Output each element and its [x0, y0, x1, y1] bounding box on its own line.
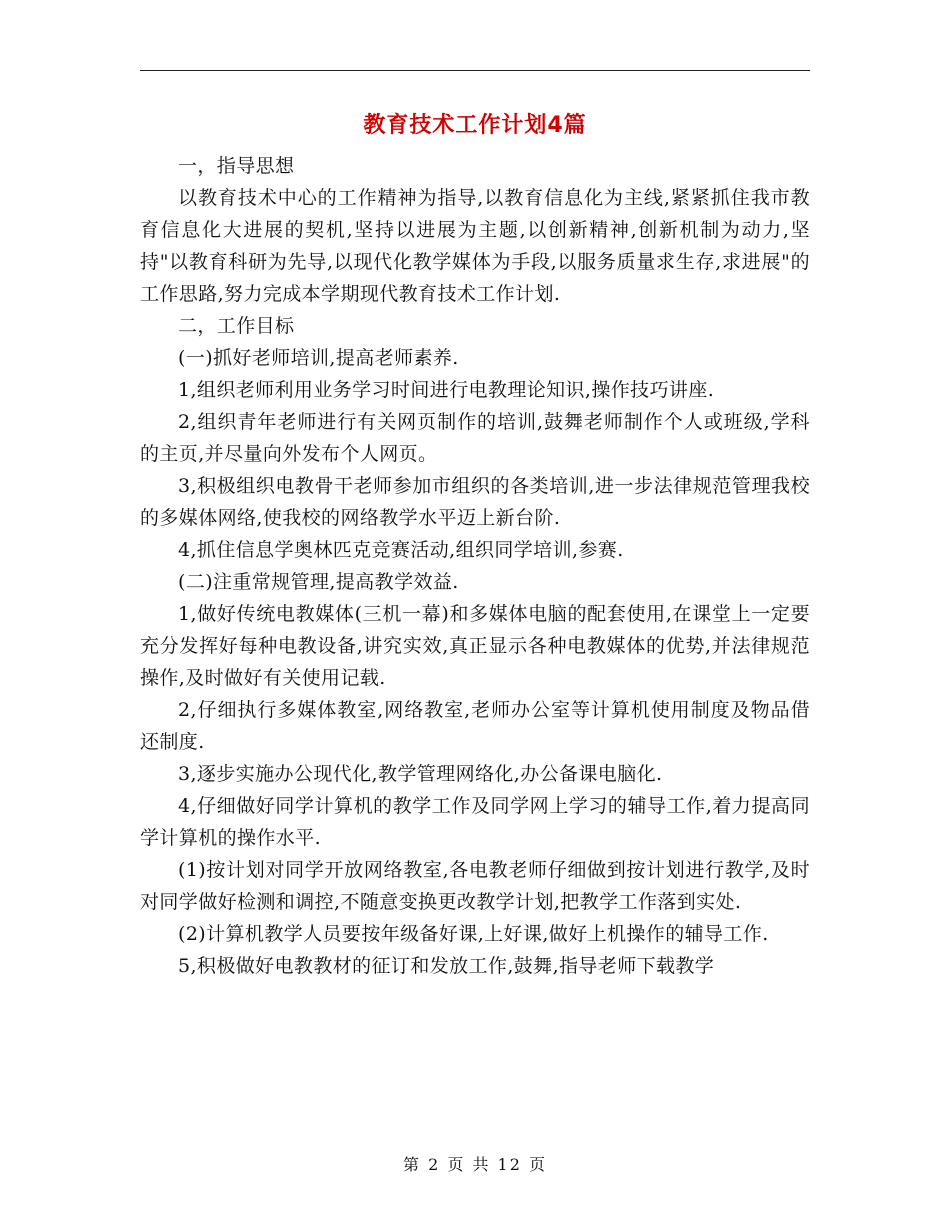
paragraph: 3,积极组织电教骨干老师参加市组织的各类培训,进一步法律规范管理我校的多媒体网络,使我校的网络教学水平迈上新台阶.: [140, 475, 810, 529]
paragraph: 1,做好传统电教媒体(三机一幕)和多媒体电脑的配套使用,在课堂上一定要充分发挥好每种电教设备,讲究实效,真正显示各种电教媒体的优势,并法律规范操作,及时做好有关使用记载.: [140, 603, 810, 689]
paragraph: 2,组织青年老师进行有关网页制作的培训,鼓舞老师制作个人或班级,学科的主页,并尽量向外发布个人网页。: [140, 411, 810, 465]
document-body: [140, 150, 810, 982]
paragraph: 以教育技术中心的工作精神为指导,以教育信息化为主线,紧紧抓住我市教育信息化大进展的契机,坚持以进展为主题,以创新精神,创新机制为动力,坚持"以教育科研为先导,以现代化教学媒体为手段,以服务质量求生存,求进展"的工作思路,努力完成本学期现代教育技术工作计划.: [140, 187, 810, 305]
paragraph: (1)按计划对同学开放网络教室,各电教老师仔细做到按计划进行教学,及时对同学做好检测和调控,不随意变换更改教学计划,把教学工作落到实处.: [140, 859, 810, 913]
page-number: 第 2 页 共 12 页: [403, 1155, 547, 1174]
paragraph: 4,抓住信息学奥林匹克竞赛活动,组织同学培训,参赛.: [178, 539, 624, 561]
paragraph: 一，指导思想: [178, 155, 295, 177]
paragraph: 5,积极做好电教教材的征订和发放工作,鼓舞,指导老师下载教学: [178, 955, 715, 977]
document-title: 教育技术工作计划4篇: [363, 113, 587, 138]
paragraph: 3,逐步实施办公现代化,教学管理网络化,办公备课电脑化.: [178, 763, 663, 785]
paragraph: (2)计算机教学人员要按年级备好课,上好课,做好上机操作的辅导工作.: [178, 923, 769, 945]
paragraph: (二)注重常规管理,提高教学效益.: [178, 571, 459, 593]
header-rule: [140, 70, 810, 71]
paragraph: 二，工作目标: [178, 315, 295, 337]
paragraph: 2,仔细执行多媒体教室,网络教室,老师办公室等计算机使用制度及物品借还制度.: [140, 699, 810, 753]
paragraph: (一)抓好老师培训,提高老师素养.: [178, 347, 459, 369]
paragraph: 4,仔细做好同学计算机的教学工作及同学网上学习的辅导工作,着力提高同学计算机的操作水平.: [140, 795, 810, 849]
paragraph: 1,组织老师利用业务学习时间进行电教理论知识,操作技巧讲座.: [178, 379, 715, 401]
